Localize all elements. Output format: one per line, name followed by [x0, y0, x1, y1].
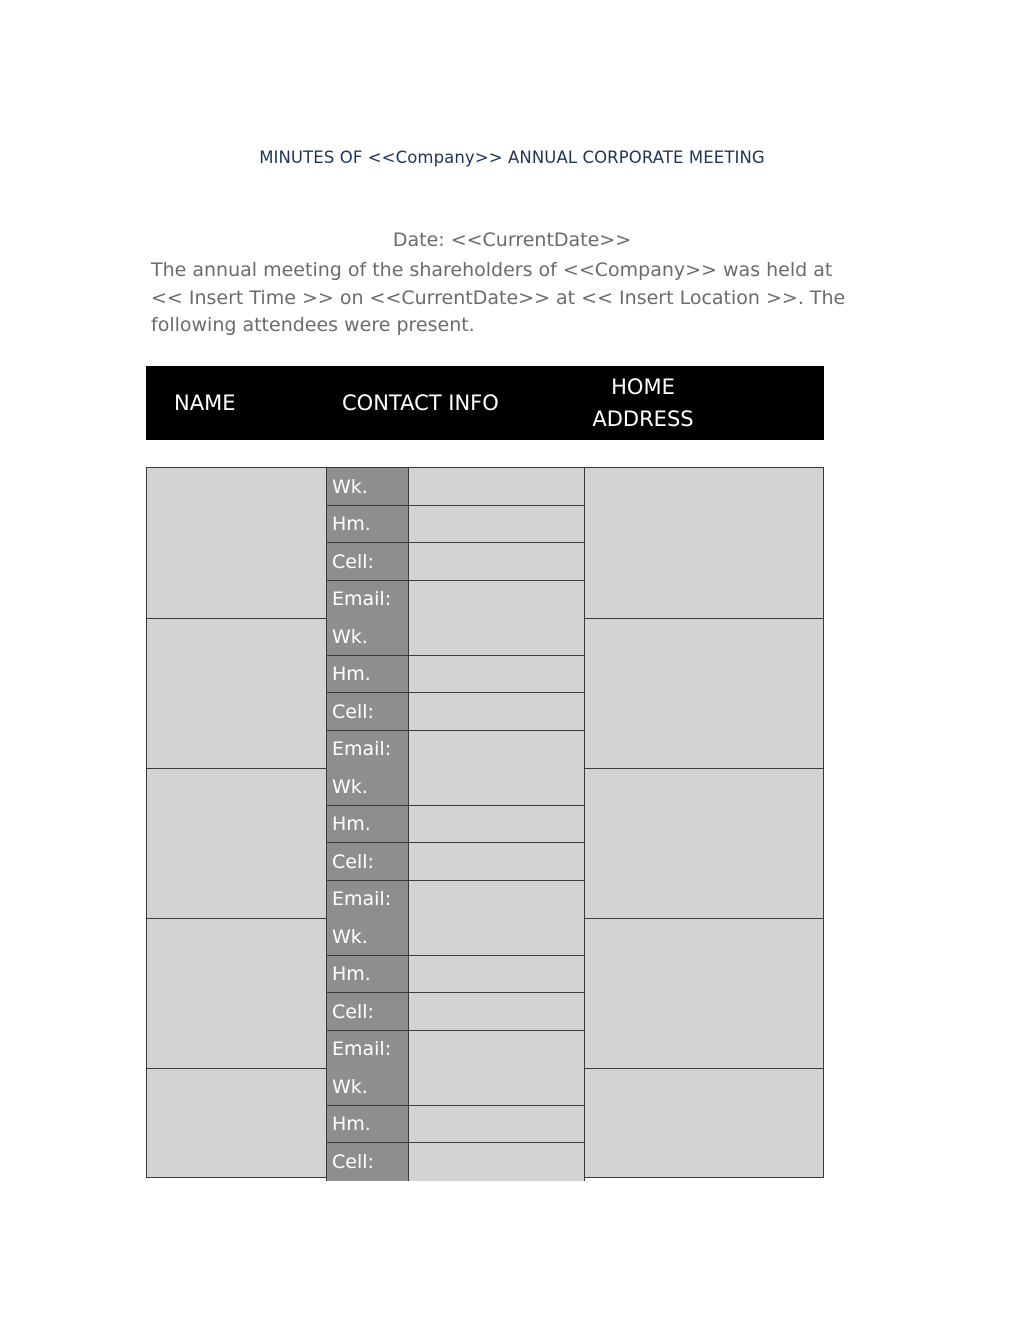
attendee-row — [147, 468, 823, 618]
attendee-address-cell[interactable] — [584, 618, 823, 768]
attendee-address-cell[interactable] — [584, 468, 823, 618]
attendee-name-cell[interactable] — [147, 618, 327, 768]
contact-row — [327, 806, 584, 844]
contact-row — [327, 506, 584, 544]
contact-value-cell[interactable] — [409, 1143, 584, 1181]
contact-label: Cell: — [327, 993, 409, 1031]
contact-label: Hm. — [327, 806, 409, 844]
contact-value-cell[interactable] — [409, 693, 584, 731]
contact-value-cell[interactable] — [409, 993, 584, 1031]
contact-label: Cell: — [327, 693, 409, 731]
contact-row — [327, 1068, 584, 1106]
header-home-address: HOME ADDRESS — [592, 375, 694, 431]
contact-label: Wk. — [327, 468, 409, 506]
attendee-name-cell[interactable] — [147, 1068, 327, 1181]
date-line: Date: <<CurrentDate>> — [392, 229, 632, 251]
attendee-name-cell[interactable] — [147, 468, 327, 618]
contact-value-cell[interactable] — [409, 731, 584, 769]
header-contact-info: CONTACT INFO — [342, 391, 499, 415]
contact-label: Cell: — [327, 543, 409, 581]
contact-row — [327, 1143, 584, 1181]
attendee-name-cell[interactable] — [147, 768, 327, 918]
table-header — [146, 366, 824, 440]
attendee-row — [147, 918, 823, 1068]
contact-row — [327, 581, 584, 619]
contact-row — [327, 468, 584, 506]
contact-label: Wk. — [327, 918, 409, 956]
contact-value-cell[interactable] — [409, 1106, 584, 1144]
contact-label: Email: — [327, 881, 409, 919]
contact-row — [327, 618, 584, 656]
contact-row — [327, 881, 584, 919]
contact-value-cell[interactable] — [409, 768, 584, 806]
contact-row — [327, 918, 584, 956]
attendee-table — [146, 467, 824, 1178]
contact-row — [327, 693, 584, 731]
contact-value-cell[interactable] — [409, 1068, 584, 1106]
contact-row — [327, 1031, 584, 1069]
attendee-row — [147, 768, 823, 918]
contact-row — [327, 768, 584, 806]
attendee-row — [147, 1068, 823, 1181]
attendee-address-cell[interactable] — [584, 1068, 823, 1181]
contact-label: Cell: — [327, 1143, 409, 1181]
contact-row — [327, 993, 584, 1031]
contact-value-cell[interactable] — [409, 618, 584, 656]
contact-value-cell[interactable] — [409, 843, 584, 881]
contact-row — [327, 543, 584, 581]
contact-value-cell[interactable] — [409, 806, 584, 844]
contact-label: Email: — [327, 581, 409, 619]
contact-row — [327, 956, 584, 994]
contact-value-cell[interactable] — [409, 956, 584, 994]
attendee-address-cell[interactable] — [584, 768, 823, 918]
contact-value-cell[interactable] — [409, 581, 584, 619]
attendee-row — [147, 618, 823, 768]
contact-value-cell[interactable] — [409, 656, 584, 694]
contact-label: Hm. — [327, 1106, 409, 1144]
attendee-address-cell[interactable] — [584, 918, 823, 1068]
document-title: MINUTES OF <<Company>> ANNUAL CORPORATE MEETING — [259, 148, 765, 167]
contact-label: Wk. — [327, 768, 409, 806]
contact-value-cell[interactable] — [409, 1031, 584, 1069]
contact-value-cell[interactable] — [409, 506, 584, 544]
contact-label: Email: — [327, 731, 409, 769]
contact-label: Wk. — [327, 618, 409, 656]
header-name: NAME — [174, 391, 236, 415]
contact-row — [327, 656, 584, 694]
contact-row — [327, 843, 584, 881]
contact-label: Wk. — [327, 1068, 409, 1106]
contact-row — [327, 1106, 584, 1144]
contact-label: Hm. — [327, 956, 409, 994]
attendee-name-cell[interactable] — [147, 918, 327, 1068]
contact-label: Cell: — [327, 843, 409, 881]
intro-paragraph: The annual meeting of the shareholders of <<Company>> was held at << Insert Time >> on <<CurrentDate>> at << Insert Location >>. The following attendees were present. — [151, 259, 846, 336]
contact-value-cell[interactable] — [409, 543, 584, 581]
contact-label: Hm. — [327, 656, 409, 694]
contact-row — [327, 731, 584, 769]
contact-label: Hm. — [327, 506, 409, 544]
contact-value-cell[interactable] — [409, 881, 584, 919]
contact-label: Email: — [327, 1031, 409, 1069]
contact-value-cell[interactable] — [409, 468, 584, 506]
contact-value-cell[interactable] — [409, 918, 584, 956]
